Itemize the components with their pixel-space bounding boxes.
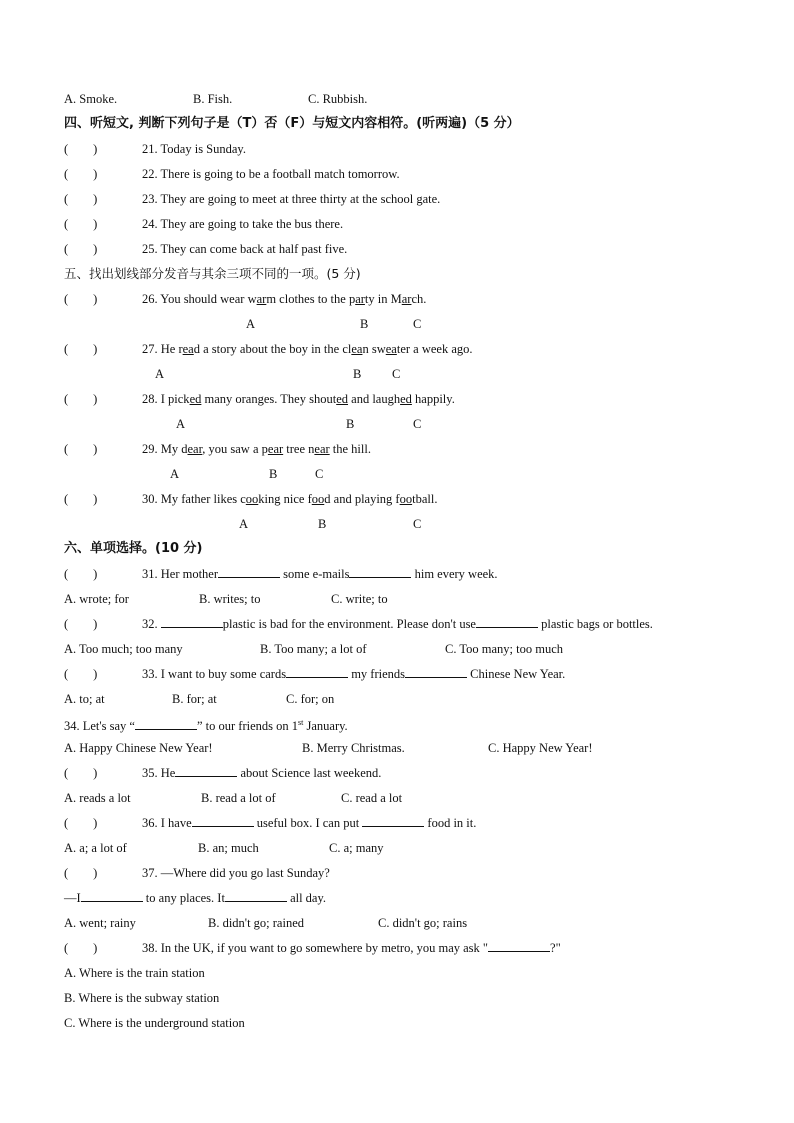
answer-paren: ( ) (64, 941, 98, 955)
q32-blank-2 (476, 616, 538, 628)
q28-text: many oranges. They shout (201, 392, 337, 406)
q30-text: d and playing f (324, 492, 400, 506)
answer-paren: ( ) (64, 167, 98, 181)
q33-num: 33. (142, 667, 158, 681)
q24-row (64, 216, 343, 232)
q27-mark-a: A (155, 367, 165, 381)
answer-paren: ( ) (64, 442, 98, 456)
q28-mark-c: C (413, 417, 422, 431)
q36-option-b: B. an; much (198, 841, 259, 855)
q34-text: Let's say “ (82, 719, 135, 734)
q29-row (64, 441, 371, 457)
q31-option-c: C. write; to (331, 592, 388, 606)
q38-text: In the UK, if you want to go somewhere by metro, you may ask " (160, 941, 489, 955)
q30-mark-b: B (318, 517, 327, 531)
q28-row (64, 391, 455, 407)
q22-text: There is going to be a football match tomorrow. (160, 167, 400, 181)
q30-num: 30. (142, 492, 158, 506)
q22-num: 22. (142, 167, 158, 181)
q29-mark-c: C (315, 467, 324, 481)
q30-text: My father likes c (160, 492, 246, 506)
q29-num: 29. (142, 442, 158, 456)
q20-option-a: A. Smoke. (64, 92, 118, 106)
q37-answer-row (64, 890, 326, 906)
q25-row (64, 241, 347, 257)
answer-paren: ( ) (64, 292, 98, 306)
q38-text: ?" (550, 941, 561, 955)
q32-text: plastic is bad for the environment. Please don't use (222, 617, 476, 631)
q31-text: him every week. (414, 567, 498, 581)
q35-row (64, 765, 381, 781)
q34-option-a: A. Happy Chinese New Year! (64, 741, 213, 755)
q25-num: 25. (142, 242, 158, 256)
q38-num: 38. (142, 941, 158, 955)
answer-paren: ( ) (64, 667, 98, 681)
q33-option-c: C. for; on (286, 692, 335, 706)
q35-blank (175, 765, 237, 777)
q28-num: 28. (142, 392, 158, 406)
answer-paren: ( ) (64, 192, 98, 206)
q33-blank-2 (405, 666, 467, 678)
q29-text: tree n (283, 442, 315, 456)
q27-text: n sw (362, 342, 386, 356)
q30-mark-c: C (413, 517, 422, 531)
q35-num: 35. (142, 766, 158, 780)
q26-mark-b: B (360, 317, 369, 331)
q30-text: tball. (412, 492, 438, 506)
q34-num: 34. (64, 719, 80, 734)
q35-text: He (160, 766, 176, 780)
q38-blank (488, 940, 550, 952)
q34-superscript: st (298, 718, 304, 727)
q32-text: plastic bags or bottles. (541, 617, 653, 631)
q20-option-b: B. Fish. (193, 92, 233, 106)
q37-text: all day. (290, 891, 327, 905)
q37-text: —Where did you go last Sunday? (160, 866, 330, 880)
q29-underline-c: ear (314, 442, 330, 456)
q31-text: Her mother (160, 567, 219, 581)
answer-paren: ( ) (64, 617, 98, 631)
q37-blank-2 (225, 890, 287, 902)
q23-num: 23. (142, 192, 158, 206)
q26-underline-a: ar (256, 292, 267, 306)
q28-underline-a: ed (189, 392, 202, 406)
q33-text: Chinese New Year. (470, 667, 566, 681)
section-5-title: 五、找出划线部分发音与其余三项不同的一项。(5 分) (64, 266, 361, 281)
q21-text: Today is Sunday. (160, 142, 246, 156)
q23-row (64, 191, 440, 207)
q20-option-c: C. Rubbish. (308, 92, 368, 106)
q26-underline-b: ar (355, 292, 365, 306)
q36-num: 36. (142, 816, 158, 830)
q28-underline-b: ed (336, 392, 349, 406)
q26-mark-c: C (413, 317, 422, 331)
q31-blank-2 (349, 566, 411, 578)
q28-text: I pick (160, 392, 190, 406)
q32-option-c: C. Too many; too much (445, 642, 563, 656)
q38-option-a: A. Where is the train station (64, 966, 205, 980)
q35-option-c: C. read a lot (341, 791, 403, 805)
q38-option-b: B. Where is the subway station (64, 991, 220, 1005)
q34-option-c: C. Happy New Year! (488, 741, 593, 755)
q33-text: I want to buy some cards (160, 667, 287, 681)
q34-text: ” to our friends on 1 (196, 719, 299, 734)
q28-mark-a: A (176, 417, 186, 431)
q23-text: They are going to meet at three thirty at the school gate. (160, 192, 441, 206)
q33-blank-1 (286, 666, 348, 678)
q31-option-b: B. writes; to (199, 592, 261, 606)
q35-option-a: A. reads a lot (64, 791, 131, 805)
q28-text: and laugh (348, 392, 401, 406)
q27-underline-b: ea (351, 342, 363, 356)
answer-paren: ( ) (64, 866, 98, 880)
q26-text: ch. (411, 292, 427, 306)
q31-option-a: A. wrote; for (64, 592, 129, 606)
answer-paren: ( ) (64, 816, 98, 830)
q36-option-a: A. a; a lot of (64, 841, 127, 855)
q30-text: king nice f (258, 492, 312, 506)
q36-text: I have (160, 816, 192, 830)
q37-option-b: B. didn't go; rained (208, 916, 304, 930)
q29-text: , you saw a p (202, 442, 268, 456)
q32-option-b: B. Too many; a lot of (260, 642, 367, 656)
q34-blank (135, 718, 197, 730)
q37-blank-1 (81, 890, 143, 902)
q26-mark-a: A (246, 317, 256, 331)
answer-paren: ( ) (64, 242, 98, 256)
q27-num: 27. (142, 342, 158, 356)
answer-paren: ( ) (64, 766, 98, 780)
q38-option-c: C. Where is the underground station (64, 1016, 245, 1030)
q28-mark-b: B (346, 417, 355, 431)
q28-text: happily. (411, 392, 455, 406)
q30-row (64, 491, 437, 507)
q32-option-a: A. Too much; too many (64, 642, 183, 656)
q31-blank-1 (218, 566, 280, 578)
q29-underline-b: ear (267, 442, 284, 456)
q22-row (64, 166, 400, 182)
section-4-title: 四、听短文, 判断下列句子是（T）否（F）与短文内容相符。(听两遍)（5 分） (64, 116, 520, 131)
q26-num: 26. (142, 292, 158, 306)
q27-mark-b: B (353, 367, 362, 381)
q36-text: food in it. (427, 816, 477, 830)
q26-text: You should wear w (160, 292, 257, 306)
q30-underline-c: oo (399, 492, 413, 506)
q38-row (64, 940, 561, 956)
q29-text: My d (160, 442, 188, 456)
answer-paren: ( ) (64, 567, 98, 581)
q37-text: to any places. It (145, 891, 225, 905)
q36-row (64, 815, 476, 831)
q24-text: They are going to take the bus there. (160, 217, 344, 231)
q32-blank-1 (161, 616, 223, 628)
q35-option-b: B. read a lot of (201, 791, 276, 805)
q21-num: 21. (142, 142, 158, 156)
q33-option-a: A. to; at (64, 692, 105, 706)
section-6-title: 六、单项选择。(10 分) (64, 541, 203, 556)
q21-row (64, 141, 246, 157)
q27-text: ter a week ago. (396, 342, 473, 356)
q31-text: some e-mails (283, 567, 350, 581)
q37-num: 37. (142, 866, 158, 880)
q27-mark-c: C (392, 367, 401, 381)
q26-text: m clothes to the p (266, 292, 356, 306)
q30-underline-b: oo (311, 492, 325, 506)
answer-paren: ( ) (64, 142, 98, 156)
q26-row (64, 291, 426, 307)
q27-text: He r (160, 342, 183, 356)
q34-row (64, 715, 348, 734)
q32-row (64, 616, 653, 632)
answer-paren: ( ) (64, 342, 98, 356)
q36-text: useful box. I can put (256, 816, 360, 830)
q34-option-b: B. Merry Christmas. (302, 741, 405, 755)
q29-mark-a: A (170, 467, 180, 481)
q36-blank-2 (362, 815, 424, 827)
answer-paren: ( ) (64, 492, 98, 506)
q30-mark-a: A (239, 517, 249, 531)
q25-text: They can come back at half past five. (160, 242, 348, 256)
q27-row (64, 341, 473, 357)
q27-underline-c: ea (385, 342, 397, 356)
answer-paren: ( ) (64, 217, 98, 231)
q27-text: d a story about the boy in the cl (193, 342, 352, 356)
q37-text: —I (64, 891, 81, 905)
q24-num: 24. (142, 217, 158, 231)
q35-text: about Science last weekend. (240, 766, 382, 780)
q32-num: 32. (142, 617, 158, 631)
q33-option-b: B. for; at (172, 692, 217, 706)
q30-underline-a: oo (245, 492, 259, 506)
q31-num: 31. (142, 567, 158, 581)
q31-row (64, 566, 498, 582)
q37-option-a: A. went; rainy (64, 916, 136, 930)
q27-underline-a: ea (182, 342, 194, 356)
q36-option-c: C. a; many (329, 841, 384, 855)
q28-underline-c: ed (400, 392, 412, 406)
q37-row (64, 865, 330, 881)
q34-text: January. (303, 719, 348, 734)
q29-mark-b: B (269, 467, 278, 481)
q26-underline-c: ar (401, 292, 412, 306)
q33-text: my friends (351, 667, 406, 681)
q26-text: ty in M (364, 292, 402, 306)
q37-option-c: C. didn't go; rains (378, 916, 468, 930)
q29-text: the hill. (329, 442, 371, 456)
q36-blank-1 (192, 815, 254, 827)
q29-underline-a: ear (187, 442, 203, 456)
answer-paren: ( ) (64, 392, 98, 406)
q33-row (64, 666, 565, 682)
